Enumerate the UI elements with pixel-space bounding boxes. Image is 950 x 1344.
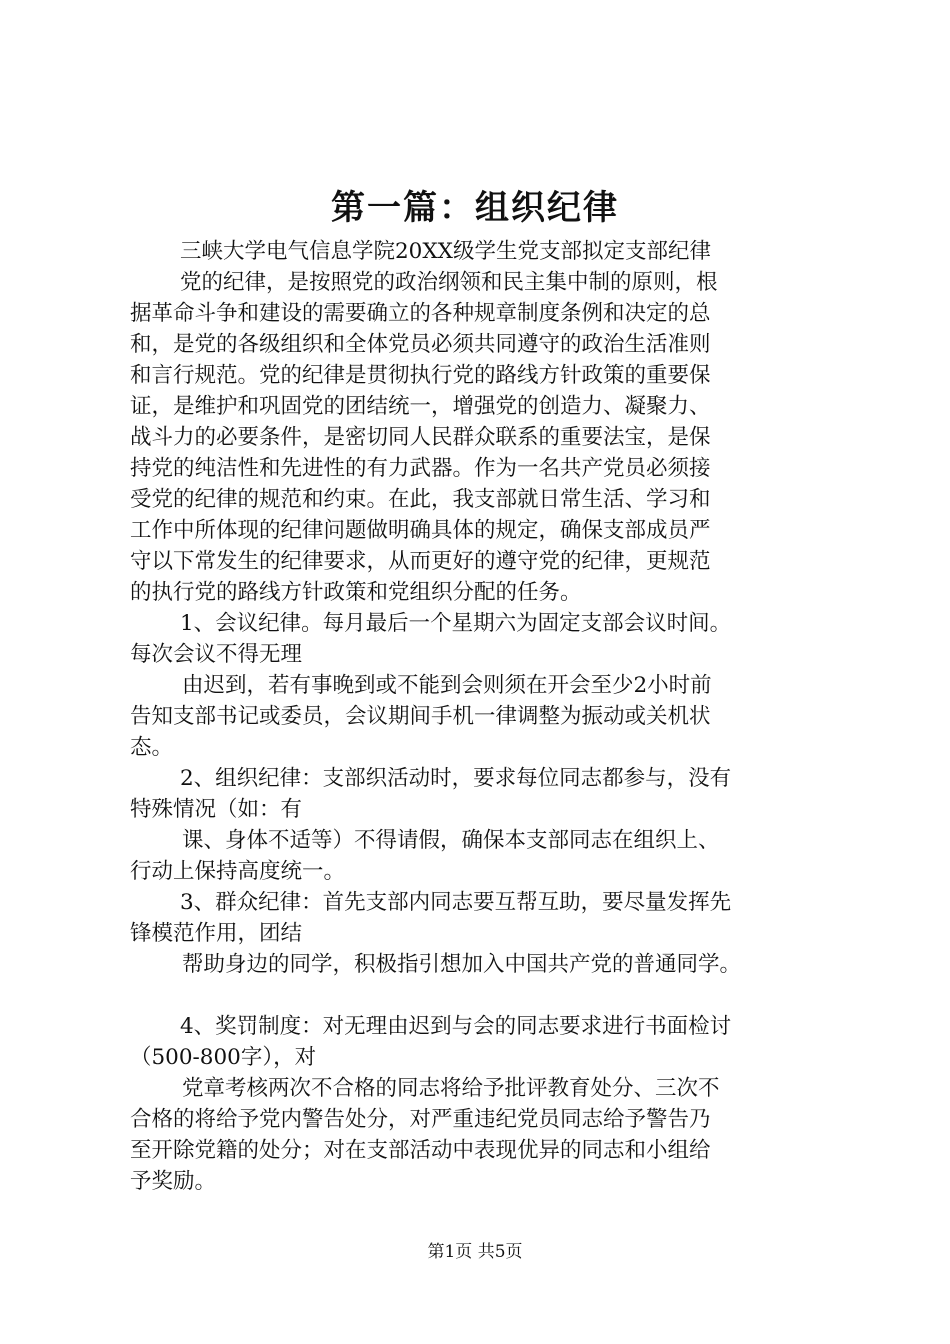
text-line: 由迟到，若有事晚到或不能到会则须在开会至少2小时前 — [182, 673, 712, 698]
subtitle-line: 三峡大学电气信息学院20XX级学生党支部拟定支部纪律 — [180, 239, 711, 264]
text-line: 工作中所体现的纪律问题做明确具体的规定，确保支部成员严 — [130, 518, 711, 543]
text-line: 的执行党的路线方针政策和党组织分配的任务。 — [130, 580, 582, 605]
text-line: 予奖励。 — [130, 1169, 217, 1194]
text-line: 合格的将给予党内警告处分，对严重违纪党员同志给予警告乃 — [130, 1107, 711, 1132]
text-line: （500-800字），对 — [130, 1045, 317, 1070]
text-line: 告知支部书记或委员，会议期间手机一律调整为振动或关机状 — [130, 704, 711, 729]
text-line: 每次会议不得无理 — [130, 642, 303, 667]
document-body — [130, 236, 830, 1197]
text-line: 战斗力的必要条件，是密切同人民群众联系的重要法宝，是保 — [130, 425, 711, 450]
text-line: 锋模范作用，团结 — [130, 921, 303, 946]
document-title: 第一篇：组织纪律 — [331, 188, 619, 228]
text-line: 和言行规范。党的纪律是贯彻执行党的路线方针政策的重要保 — [130, 363, 711, 388]
text-line: 至开除党籍的处分；对在支部活动中表现优异的同志和小组给 — [130, 1138, 711, 1163]
text-line: 帮助身边的同学，积极指引想加入中国共产党的普通同学。 — [182, 952, 742, 977]
text-line: 守以下常发生的纪律要求，从而更好的遵守党的纪律，更规范 — [130, 549, 711, 574]
text-line: 党的纪律，是按照党的政治纲领和民主集中制的原则，根 — [180, 270, 718, 295]
rule-item-2: 2、组织纪律：支部织活动时，要求每位同志都参与，没有 — [180, 766, 732, 791]
rule-item-4: 4、奖罚制度：对无理由迟到与会的同志要求进行书面检讨 — [180, 1014, 732, 1039]
text-line: 据革命斗争和建设的需要确立的各种规章制度条例和决定的总 — [130, 301, 711, 326]
text-line: 行动上保持高度统一。 — [130, 859, 346, 884]
rule-item-3: 3、群众纪律：首先支部内同志要互帮互助，要尽量发挥先 — [180, 890, 732, 915]
text-line: 态。 — [130, 735, 174, 760]
text-line: 特殊情况（如：有 — [130, 797, 303, 822]
rule-item-1: 1、会议纪律。每月最后一个星期六为固定支部会议时间。 — [180, 611, 732, 636]
text-line: 持党的纯洁性和先进性的有力武器。作为一名共产党员必须接 — [130, 456, 711, 481]
paragraph-gap — [130, 980, 830, 1011]
text-line: 受党的纪律的规范和约束。在此，我支部就日常生活、学习和 — [130, 487, 711, 512]
text-line: 证，是维护和巩固党的团结统一，增强党的创造力、凝聚力、 — [130, 394, 711, 419]
text-line: 党章考核两次不合格的同志将给予批评教育处分、三次不 — [182, 1076, 720, 1101]
page-footer: 第1页 共5页 — [427, 1242, 523, 1262]
text-line: 课、身体不适等）不得请假，确保本支部同志在组织上、 — [182, 828, 720, 853]
text-line: 和，是党的各级组织和全体党员必须共同遵守的政治生活准则 — [130, 332, 711, 357]
